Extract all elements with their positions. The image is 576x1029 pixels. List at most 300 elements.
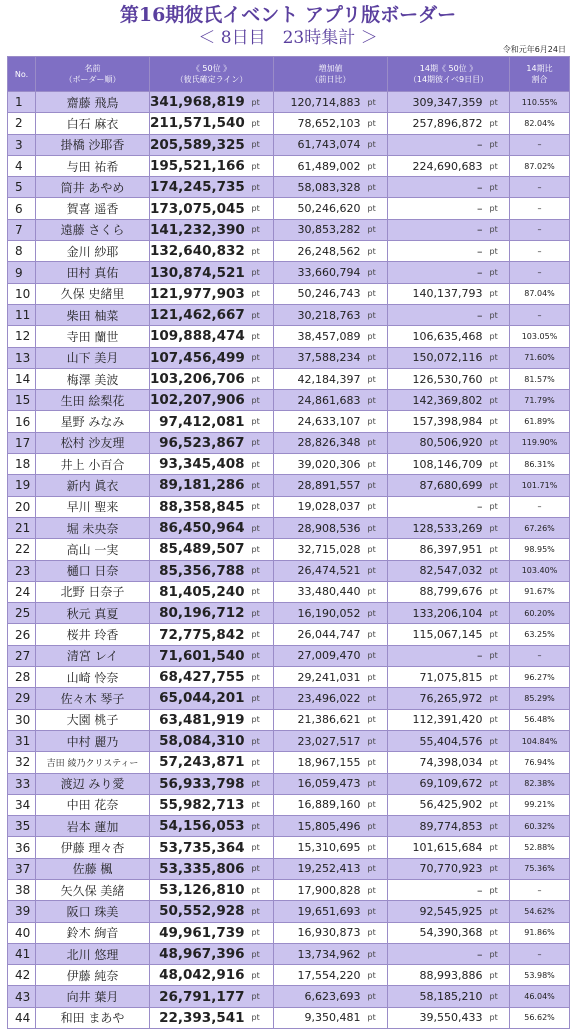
increase-unit: pt (366, 816, 388, 837)
increase-unit: pt (366, 390, 388, 411)
table-row (8, 368, 570, 389)
score-unit: pt (250, 794, 274, 815)
score-cell: 65,044,201 (150, 688, 250, 709)
score-cell: 72,775,842 (150, 624, 250, 645)
name-cell: 松村 沙友理 (36, 432, 150, 453)
prev-score-unit: pt (488, 454, 510, 475)
prev-score-cell: – (388, 304, 488, 325)
increase-cell: 78,652,103 (274, 113, 366, 134)
prev-score-unit: pt (488, 581, 510, 602)
col-score (150, 57, 274, 92)
ratio-cell: 103.05% (510, 326, 570, 347)
ratio-cell: – (510, 304, 570, 325)
rank-cell: 31 (8, 730, 36, 751)
score-cell: 85,489,507 (150, 539, 250, 560)
table-row (8, 943, 570, 964)
score-cell: 57,243,871 (150, 752, 250, 773)
score-cell: 103,206,706 (150, 368, 250, 389)
increase-unit: pt (366, 879, 388, 900)
score-unit: pt (250, 858, 274, 879)
prev-score-cell: 80,506,920 (388, 432, 488, 453)
score-cell: 53,126,810 (150, 879, 250, 900)
prev-score-unit: pt (488, 241, 510, 262)
increase-unit: pt (366, 794, 388, 815)
table-row (8, 901, 570, 922)
score-cell: 54,156,053 (150, 816, 250, 837)
score-unit: pt (250, 241, 274, 262)
increase-unit: pt (366, 730, 388, 751)
ratio-cell: 86.31% (510, 454, 570, 475)
name-cell: 梅澤 美波 (36, 368, 150, 389)
score-unit: pt (250, 879, 274, 900)
prev-score-unit: pt (488, 1007, 510, 1028)
rank-cell: 29 (8, 688, 36, 709)
score-cell: 107,456,499 (150, 347, 250, 368)
score-unit: pt (250, 709, 274, 730)
name-cell: 伊藤 理々杏 (36, 837, 150, 858)
prev-score-unit: pt (488, 326, 510, 347)
score-cell: 132,640,832 (150, 241, 250, 262)
prev-score-unit: pt (488, 709, 510, 730)
increase-unit: pt (366, 837, 388, 858)
score-unit: pt (250, 92, 274, 113)
name-cell: 高山 一実 (36, 539, 150, 560)
prev-score-cell: 89,774,853 (388, 816, 488, 837)
ratio-cell: 104.84% (510, 730, 570, 751)
col-ratio-sublabel: 割合 (531, 75, 548, 84)
table-row (8, 454, 570, 475)
name-cell: 星野 みなみ (36, 411, 150, 432)
increase-unit: pt (366, 560, 388, 581)
table-row (8, 816, 570, 837)
score-cell: 174,245,735 (150, 177, 250, 198)
name-cell: 堀 未央奈 (36, 517, 150, 538)
increase-unit: pt (366, 155, 388, 176)
table-row (8, 752, 570, 773)
rank-cell: 12 (8, 326, 36, 347)
name-cell: 筒井 あやめ (36, 177, 150, 198)
score-unit: pt (250, 645, 274, 666)
increase-cell: 17,900,828 (274, 879, 366, 900)
ratio-cell: – (510, 241, 570, 262)
score-cell: 86,450,964 (150, 517, 250, 538)
increase-unit: pt (366, 241, 388, 262)
prev-score-cell: 108,146,709 (388, 454, 488, 475)
table-row (8, 667, 570, 688)
score-cell: 89,181,286 (150, 475, 250, 496)
increase-cell: 23,027,517 (274, 730, 366, 751)
rank-cell: 30 (8, 709, 36, 730)
prev-score-cell: 128,533,269 (388, 517, 488, 538)
prev-score-unit: pt (488, 219, 510, 240)
prev-score-cell: 88,799,676 (388, 581, 488, 602)
increase-unit: pt (366, 667, 388, 688)
rank-cell: 6 (8, 198, 36, 219)
score-cell: 49,961,739 (150, 922, 250, 943)
increase-cell: 18,967,155 (274, 752, 366, 773)
ratio-cell: – (510, 219, 570, 240)
rank-cell: 1 (8, 92, 36, 113)
prev-score-unit: pt (488, 262, 510, 283)
table-row (8, 858, 570, 879)
name-cell: 阪口 珠美 (36, 901, 150, 922)
increase-unit: pt (366, 368, 388, 389)
rank-cell: 42 (8, 965, 36, 986)
increase-cell: 50,246,620 (274, 198, 366, 219)
prev-score-cell: 140,137,793 (388, 283, 488, 304)
ratio-cell: 110.55% (510, 92, 570, 113)
ratio-cell: 60.32% (510, 816, 570, 837)
increase-cell: 28,908,536 (274, 517, 366, 538)
score-cell: 205,589,325 (150, 134, 250, 155)
increase-unit: pt (366, 262, 388, 283)
col-prev-label: 14期《 50位 》 (419, 64, 478, 73)
increase-unit: pt (366, 1007, 388, 1028)
name-cell: 山崎 怜奈 (36, 667, 150, 688)
score-cell: 121,977,903 (150, 283, 250, 304)
increase-cell: 33,480,440 (274, 581, 366, 602)
rank-cell: 34 (8, 794, 36, 815)
increase-cell: 15,310,695 (274, 837, 366, 858)
score-unit: pt (250, 134, 274, 155)
score-cell: 102,207,906 (150, 390, 250, 411)
increase-unit: pt (366, 177, 388, 198)
table-row (8, 603, 570, 624)
increase-cell: 38,457,089 (274, 326, 366, 347)
table-row (8, 92, 570, 113)
score-unit: pt (250, 560, 274, 581)
prev-score-unit: pt (488, 794, 510, 815)
name-cell: 久保 史緒里 (36, 283, 150, 304)
prev-score-cell: 133,206,104 (388, 603, 488, 624)
score-unit: pt (250, 475, 274, 496)
rank-cell: 11 (8, 304, 36, 325)
increase-unit: pt (366, 304, 388, 325)
score-unit: pt (250, 943, 274, 964)
prev-score-cell: 39,550,433 (388, 1007, 488, 1028)
prev-score-unit: pt (488, 603, 510, 624)
prev-score-cell: 88,993,886 (388, 965, 488, 986)
prev-score-cell: – (388, 198, 488, 219)
table-row (8, 432, 570, 453)
rank-cell: 32 (8, 752, 36, 773)
score-cell: 55,982,713 (150, 794, 250, 815)
table-row (8, 262, 570, 283)
rank-cell: 17 (8, 432, 36, 453)
name-cell: 金川 紗耶 (36, 241, 150, 262)
prev-score-unit: pt (488, 858, 510, 879)
rank-cell: 24 (8, 581, 36, 602)
prev-score-unit: pt (488, 730, 510, 751)
table-row (8, 155, 570, 176)
increase-cell: 26,474,521 (274, 560, 366, 581)
col-name-sublabel: （ボーダー順） (64, 75, 121, 84)
score-cell: 96,523,867 (150, 432, 250, 453)
score-unit: pt (250, 304, 274, 325)
table-row (8, 198, 570, 219)
ratio-cell: 67.26% (510, 517, 570, 538)
rank-cell: 28 (8, 667, 36, 688)
increase-unit: pt (366, 198, 388, 219)
ratio-cell: 82.04% (510, 113, 570, 134)
score-cell: 97,412,081 (150, 411, 250, 432)
increase-unit: pt (366, 773, 388, 794)
score-unit: pt (250, 411, 274, 432)
score-unit: pt (250, 1007, 274, 1028)
name-cell: 遠藤 さくら (36, 219, 150, 240)
increase-cell: 19,651,693 (274, 901, 366, 922)
increase-cell: 37,588,234 (274, 347, 366, 368)
rank-cell: 37 (8, 858, 36, 879)
rank-cell: 23 (8, 560, 36, 581)
prev-score-cell: – (388, 496, 488, 517)
prev-score-cell: 92,545,925 (388, 901, 488, 922)
name-cell: 伊藤 純奈 (36, 965, 150, 986)
prev-score-cell: 69,109,672 (388, 773, 488, 794)
table-row (8, 709, 570, 730)
increase-unit: pt (366, 922, 388, 943)
ratio-cell: 54.62% (510, 901, 570, 922)
name-cell: 渡辺 みり愛 (36, 773, 150, 794)
rank-cell: 44 (8, 1007, 36, 1028)
table-header (8, 57, 570, 92)
prev-score-unit: pt (488, 816, 510, 837)
score-cell: 26,791,177 (150, 986, 250, 1007)
increase-unit: pt (366, 752, 388, 773)
name-cell: 寺田 蘭世 (36, 326, 150, 347)
score-cell: 53,735,364 (150, 837, 250, 858)
score-cell: 130,874,521 (150, 262, 250, 283)
score-cell: 63,481,919 (150, 709, 250, 730)
ratio-cell: 87.04% (510, 283, 570, 304)
prev-score-cell: 126,530,760 (388, 368, 488, 389)
table-row (8, 773, 570, 794)
table-row (8, 326, 570, 347)
page-title: 第16期彼氏イベント アプリ版ボーダー (119, 4, 457, 26)
increase-cell: 28,891,557 (274, 475, 366, 496)
table-row (8, 390, 570, 411)
score-unit: pt (250, 113, 274, 134)
score-unit: pt (250, 752, 274, 773)
increase-cell: 16,190,052 (274, 603, 366, 624)
score-cell: 341,968,819 (150, 92, 250, 113)
table-row (8, 411, 570, 432)
increase-cell: 33,660,794 (274, 262, 366, 283)
prev-score-unit: pt (488, 347, 510, 368)
prev-score-unit: pt (488, 688, 510, 709)
score-unit: pt (250, 688, 274, 709)
score-cell: 71,601,540 (150, 645, 250, 666)
col-increase-sublabel: （前日比） (310, 75, 351, 84)
ratio-cell: – (510, 262, 570, 283)
score-unit: pt (250, 454, 274, 475)
score-cell: 56,933,798 (150, 773, 250, 794)
ratio-cell: – (510, 198, 570, 219)
increase-cell: 16,889,160 (274, 794, 366, 815)
score-cell: 121,462,667 (150, 304, 250, 325)
rank-cell: 5 (8, 177, 36, 198)
score-unit: pt (250, 219, 274, 240)
table-row (8, 794, 570, 815)
name-cell: 佐々木 琴子 (36, 688, 150, 709)
prev-score-cell: – (388, 134, 488, 155)
increase-cell: 6,623,693 (274, 986, 366, 1007)
ratio-cell: 63.25% (510, 624, 570, 645)
rank-cell: 35 (8, 816, 36, 837)
increase-unit: pt (366, 901, 388, 922)
score-unit: pt (250, 816, 274, 837)
table-row (8, 1007, 570, 1028)
ratio-cell: 119.90% (510, 432, 570, 453)
prev-score-cell: – (388, 177, 488, 198)
score-unit: pt (250, 155, 274, 176)
prev-score-cell: 87,680,699 (388, 475, 488, 496)
increase-cell: 21,386,621 (274, 709, 366, 730)
increase-cell: 32,715,028 (274, 539, 366, 560)
table-row (8, 496, 570, 517)
prev-score-cell: 74,398,034 (388, 752, 488, 773)
ratio-cell: – (510, 943, 570, 964)
prev-score-unit: pt (488, 922, 510, 943)
score-unit: pt (250, 390, 274, 411)
increase-cell: 16,059,473 (274, 773, 366, 794)
name-cell: 佐藤 楓 (36, 858, 150, 879)
increase-cell: 120,714,883 (274, 92, 366, 113)
increase-unit: pt (366, 709, 388, 730)
name-cell: 和田 まあや (36, 1007, 150, 1028)
increase-unit: pt (366, 475, 388, 496)
col-increase-label: 増加値 (318, 64, 343, 73)
table-row (8, 986, 570, 1007)
increase-unit: pt (366, 581, 388, 602)
prev-score-unit: pt (488, 283, 510, 304)
name-cell: 大園 桃子 (36, 709, 150, 730)
table-body (8, 92, 570, 1029)
increase-cell: 19,028,037 (274, 496, 366, 517)
score-cell: 109,888,474 (150, 326, 250, 347)
score-cell: 88,358,845 (150, 496, 250, 517)
score-cell: 22,393,541 (150, 1007, 250, 1028)
name-cell: 与田 祐希 (36, 155, 150, 176)
increase-cell: 29,241,031 (274, 667, 366, 688)
score-cell: 50,552,928 (150, 901, 250, 922)
score-unit: pt (250, 624, 274, 645)
col-name-label: 名前 (84, 64, 101, 73)
increase-cell: 24,861,683 (274, 390, 366, 411)
col-score-label: 《 50位 》 (191, 64, 232, 73)
prev-score-cell: 101,615,684 (388, 837, 488, 858)
prev-score-cell: – (388, 262, 488, 283)
name-cell: 齋藤 飛鳥 (36, 92, 150, 113)
increase-unit: pt (366, 496, 388, 517)
name-cell: 山下 美月 (36, 347, 150, 368)
increase-cell: 30,853,282 (274, 219, 366, 240)
ratio-cell: 61.89% (510, 411, 570, 432)
increase-unit: pt (366, 411, 388, 432)
prev-score-unit: pt (488, 368, 510, 389)
prev-score-cell: 70,770,923 (388, 858, 488, 879)
col-ratio (510, 57, 570, 92)
name-cell: 秋元 真夏 (36, 603, 150, 624)
prev-score-cell: 55,404,576 (388, 730, 488, 751)
name-cell: 井上 小百合 (36, 454, 150, 475)
increase-cell: 23,496,022 (274, 688, 366, 709)
increase-unit: pt (366, 943, 388, 964)
score-unit: pt (250, 901, 274, 922)
prev-score-cell: – (388, 879, 488, 900)
increase-unit: pt (366, 517, 388, 538)
report-date: 令和元年6月24日 (502, 45, 566, 54)
name-cell: 生田 絵梨花 (36, 390, 150, 411)
ratio-cell: – (510, 496, 570, 517)
col-prev (388, 57, 510, 92)
rank-cell: 7 (8, 219, 36, 240)
rank-cell: 19 (8, 475, 36, 496)
rank-cell: 39 (8, 901, 36, 922)
prev-score-unit: pt (488, 965, 510, 986)
table-row (8, 517, 570, 538)
prev-score-unit: pt (488, 539, 510, 560)
rank-cell: 13 (8, 347, 36, 368)
increase-unit: pt (366, 858, 388, 879)
increase-unit: pt (366, 347, 388, 368)
score-unit: pt (250, 773, 274, 794)
score-cell: 53,335,806 (150, 858, 250, 879)
prev-score-unit: pt (488, 560, 510, 581)
col-prev-sublabel: （14期彼イベ9日目） (408, 75, 489, 84)
table-row (8, 581, 570, 602)
prev-score-cell: – (388, 943, 488, 964)
score-unit: pt (250, 986, 274, 1007)
score-unit: pt (250, 603, 274, 624)
rank-cell: 3 (8, 134, 36, 155)
col-score-sublabel: （彼氏確定ライン） (175, 75, 248, 84)
prev-score-cell: – (388, 645, 488, 666)
rank-cell: 20 (8, 496, 36, 517)
prev-score-cell: 157,398,984 (388, 411, 488, 432)
prev-score-cell: 76,265,972 (388, 688, 488, 709)
table-row (8, 837, 570, 858)
score-cell: 211,571,540 (150, 113, 250, 134)
prev-score-unit: pt (488, 304, 510, 325)
score-cell: 68,427,755 (150, 667, 250, 688)
prev-score-cell: – (388, 219, 488, 240)
increase-unit: pt (366, 113, 388, 134)
prev-score-cell: 71,075,815 (388, 667, 488, 688)
page-subtitle: ＜ 8日目 23時集計 ＞ (198, 28, 378, 48)
score-unit: pt (250, 283, 274, 304)
ratio-cell: – (510, 645, 570, 666)
name-cell: 柴田 柚菜 (36, 304, 150, 325)
increase-unit: pt (366, 539, 388, 560)
score-cell: 173,075,045 (150, 198, 250, 219)
prev-score-cell: 224,690,683 (388, 155, 488, 176)
increase-unit: pt (366, 986, 388, 1007)
rank-cell: 4 (8, 155, 36, 176)
ratio-cell: 98.95% (510, 539, 570, 560)
increase-cell: 24,633,107 (274, 411, 366, 432)
rank-cell: 15 (8, 390, 36, 411)
ratio-cell: 46.04% (510, 986, 570, 1007)
ratio-cell: 60.20% (510, 603, 570, 624)
ratio-cell: 53.98% (510, 965, 570, 986)
name-cell: 中村 麗乃 (36, 730, 150, 751)
prev-score-cell: 56,425,902 (388, 794, 488, 815)
increase-unit: pt (366, 219, 388, 240)
increase-cell: 13,734,962 (274, 943, 366, 964)
increase-cell: 61,743,074 (274, 134, 366, 155)
table-row (8, 879, 570, 900)
